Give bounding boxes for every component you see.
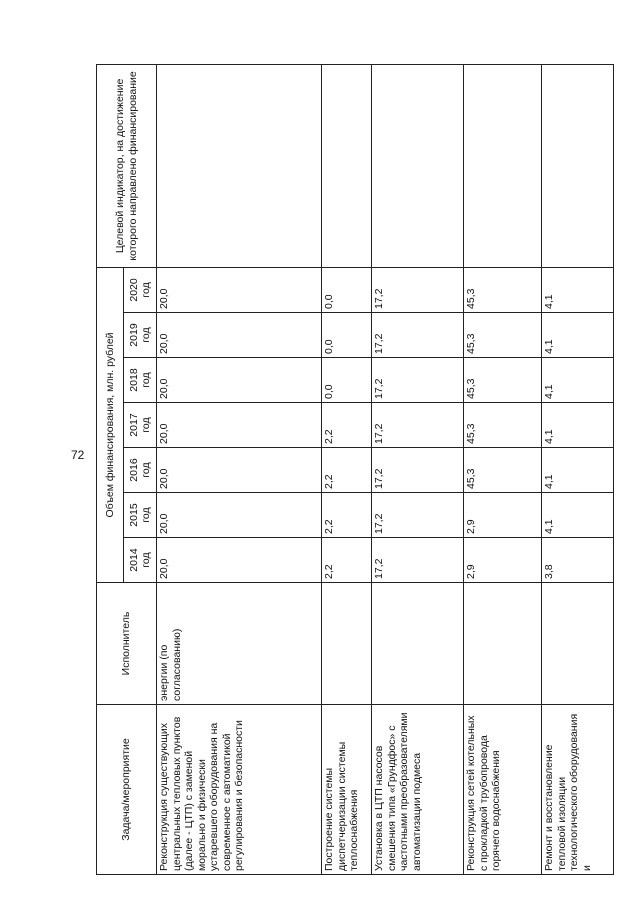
header-year: 2017 год [124,403,157,448]
table-row [464,64,542,874]
executor-cell [322,583,372,705]
value-cell: 20,0 [157,493,322,538]
task-cell: Установка в ЦТП насосов смешения типа «Грундфос» с частотными преобразователями автоматизации подмеса [372,705,464,875]
value-cell: 45,3 [464,403,542,448]
value-cell: 45,3 [464,267,542,312]
table-row [157,64,322,874]
target-cell [322,64,372,267]
value-cell: 0,0 [322,313,372,358]
value-cell: 45,3 [464,358,542,403]
funding-table [96,64,614,875]
value-cell: 4,1 [542,493,614,538]
task-cell: Реконструкция сетей котельных с прокладкой трубопровода горячего водоснабжения [464,705,542,875]
value-cell: 2,2 [322,403,372,448]
value-cell: 20,0 [157,448,322,493]
value-cell: 17,2 [372,313,464,358]
value-cell: 17,2 [372,358,464,403]
table-row [372,64,464,874]
value-cell: 17,2 [372,448,464,493]
executor-cell [372,583,464,705]
task-cell: Ремонт и восстановление тепловой изоляции технологического оборудования и [542,705,614,875]
value-cell: 4,1 [542,448,614,493]
executor-cell [542,583,614,705]
header-year: 2016 год [124,448,157,493]
value-cell: 20,0 [157,358,322,403]
page-number: 72 [71,448,85,462]
table-row [542,64,614,874]
value-cell: 2,2 [322,493,372,538]
header-target: Целевой индикатор, на достижение которого направлено финансирование [97,64,157,267]
header-year: 2015 год [124,493,157,538]
header-year: 2018 год [124,358,157,403]
value-cell: 4,1 [542,358,614,403]
value-cell: 17,2 [372,493,464,538]
value-cell: 4,1 [542,403,614,448]
value-cell: 2,2 [322,448,372,493]
rotated-page [96,65,636,875]
header-year: 2020 год [124,267,157,312]
value-cell: 2,9 [464,538,542,583]
task-cell: Реконструкция существующих центральных тепловых пунктов (далее - ЦТП) с заменой морально и физически устаревшего оборудования на современное с автоматикой регулирования и безопасности [157,705,322,875]
value-cell: 17,2 [372,267,464,312]
value-cell: 0,0 [322,267,372,312]
value-cell: 4,1 [542,267,614,312]
executor-cell [464,583,542,705]
value-cell: 45,3 [464,448,542,493]
target-cell [157,64,322,267]
value-cell: 17,2 [372,538,464,583]
value-cell: 20,0 [157,267,322,312]
value-cell: 2,9 [464,493,542,538]
value-cell: 20,0 [157,403,322,448]
value-cell: 45,3 [464,313,542,358]
task-cell: Построение системы диспетчеризации системы теплоснабжения [322,705,372,875]
value-cell: 20,0 [157,538,322,583]
value-cell: 17,2 [372,403,464,448]
header-year: 2014 год [124,538,157,583]
header-funding: Объем финансирования, млн. рублей [97,267,124,582]
header-executor: Исполнитель [97,583,157,705]
header-year: 2019 год [124,313,157,358]
value-cell: 20,0 [157,313,322,358]
target-cell [464,64,542,267]
table-row [322,64,372,874]
header-task: Задача/мероприятие [97,705,157,875]
executor-cell: энергии (по согласованию) [157,583,322,705]
value-cell: 3,8 [542,538,614,583]
value-cell: 4,1 [542,313,614,358]
target-cell [542,64,614,267]
header-row [97,64,124,874]
value-cell: 2,2 [322,538,372,583]
target-cell [372,64,464,267]
value-cell: 0,0 [322,358,372,403]
